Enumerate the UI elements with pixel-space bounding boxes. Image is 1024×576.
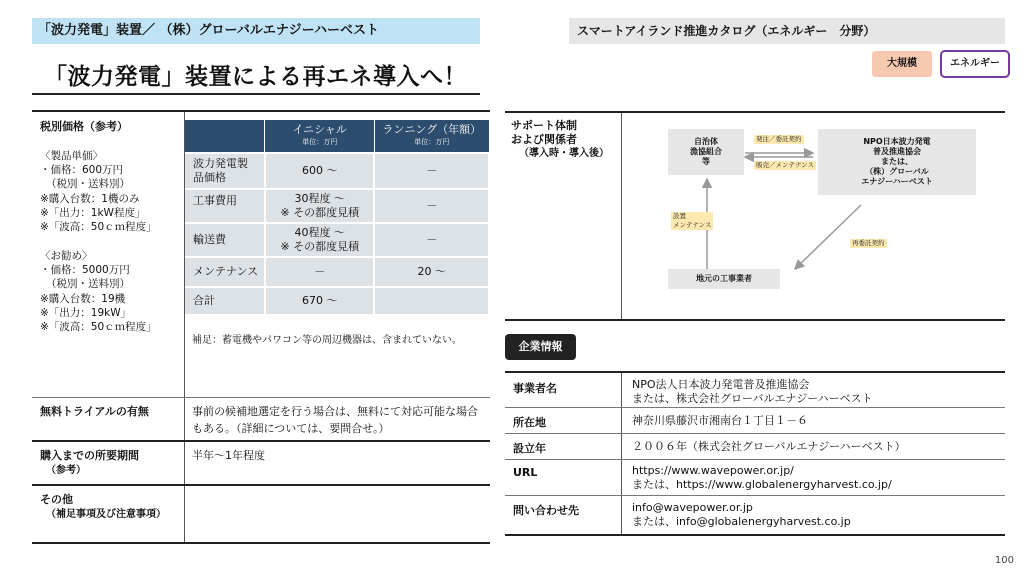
- running-cell: －: [374, 153, 489, 189]
- url-link[interactable]: https://www.wavepower.or.jp/: [632, 464, 794, 477]
- row-label: 工事費用: [185, 189, 265, 223]
- spec-line: ・価格：600万円: [40, 164, 124, 177]
- spec-line: （税別・送料別）: [46, 278, 130, 291]
- email-link[interactable]: または、info@globalenergyharvest.co.jp: [632, 515, 851, 528]
- row-divider: [505, 495, 1005, 496]
- product-info-panel: [32, 110, 490, 544]
- box-municipality: 自治体 漁協組合 等: [668, 129, 744, 175]
- spec-line: ・価格：5000万円: [40, 264, 130, 277]
- col-initial-unit: 単位：万円: [302, 138, 338, 146]
- value-line: NPO法人日本波力発電普及推進協会: [632, 378, 810, 391]
- value-line: 神奈川県藤沢市湘南台１丁目１－６: [632, 414, 808, 427]
- row-label: 輸送費: [185, 223, 265, 257]
- spec-line: ※「出力：1kW程度」: [40, 206, 146, 219]
- email-link[interactable]: info@wavepower.or.jp: [632, 501, 753, 514]
- row-label: 波力発電製品価格: [185, 153, 265, 189]
- company-row-value: [632, 440, 906, 454]
- running-cell: 20 ～: [374, 257, 489, 287]
- table-row: [185, 257, 489, 287]
- page-title: 「波力発電」装置による再エネ導入へ！: [44, 64, 467, 90]
- other-label-text: その他: [40, 493, 73, 506]
- col-running-unit: 単位：万円: [414, 138, 450, 146]
- table-note: 補足：蓄電機やパワコン等の周辺機器は、含まれていない。: [192, 335, 462, 346]
- initial-cell: 670 ～: [265, 287, 375, 314]
- box-contractor: 地元の工事業者: [668, 269, 780, 289]
- title-underline: [32, 93, 480, 95]
- table-row: [185, 189, 489, 223]
- table-row: [185, 287, 489, 314]
- col-running: [374, 120, 489, 153]
- period-label: [40, 448, 139, 478]
- support-panel: [505, 111, 1005, 321]
- value-line: または、株式会社グローバルエナジーハーベスト: [632, 392, 873, 405]
- support-sub-label: （導入時・導入後）: [519, 148, 609, 159]
- table-corner: [185, 120, 265, 153]
- spec-line: 〈お勧め〉: [40, 250, 93, 262]
- header-tag: 「波力発電」装置／ （株）グローバルエナジーハーベスト: [32, 18, 480, 44]
- initial-value: 30程度 ～: [294, 192, 345, 205]
- col-initial-label: イニシャル: [292, 123, 347, 136]
- recommended-spec: [40, 249, 157, 334]
- company-row-label: 問い合わせ先: [513, 504, 579, 517]
- row-divider: [32, 397, 490, 398]
- company-row-label: URL: [513, 466, 538, 479]
- other-label: [40, 492, 166, 522]
- table-row: [185, 153, 489, 189]
- other-sub-label: （補足事項及び注意事項）: [46, 509, 166, 520]
- row-divider: [32, 440, 490, 442]
- badge-energy: エネルギー: [940, 50, 1010, 78]
- spec-line: ※「波高：50ｃｍ程度」: [40, 221, 157, 234]
- initial-cell: [265, 189, 375, 223]
- company-row-label: 設立年: [513, 442, 546, 455]
- company-row-value: [632, 378, 873, 406]
- spec-line: ※「波高：50ｃｍ程度」: [40, 321, 157, 334]
- unit-price-spec: [40, 149, 157, 234]
- initial-note: ※ その都度見積: [280, 240, 360, 253]
- row-label: メンテナンス: [185, 257, 265, 287]
- edge-label-order: 発注／委託契約: [756, 135, 802, 143]
- edge-label-install: 設置 メンテナンス: [673, 212, 712, 229]
- spec-line: 〈製品単価〉: [40, 150, 103, 162]
- period-label-text: 購入までの所要期間: [40, 449, 139, 462]
- company-row-label: 所在地: [513, 416, 546, 429]
- initial-note: ※ その都度見積: [280, 206, 360, 219]
- col-initial: [265, 120, 375, 153]
- col-running-label: ランニング（年額）: [382, 123, 482, 136]
- period-text: 半年～1年程度: [192, 449, 265, 462]
- company-row-value: [632, 464, 892, 492]
- catalog-title: スマートアイランド推進カタログ（エネルギー 分野）: [569, 18, 1005, 44]
- company-row-value: [632, 414, 808, 428]
- running-cell: [374, 287, 489, 314]
- price-table: [185, 120, 490, 314]
- page-number: 100: [994, 555, 1014, 566]
- spec-line: ※購入台数：19機: [40, 292, 126, 305]
- period-sub-label: （参考）: [46, 465, 86, 476]
- company-info-panel: [505, 371, 1005, 536]
- edge-label-sales: 販売／メンテナンス: [756, 161, 814, 169]
- value-line: ２００６年（株式会社グローバルエナジーハーベスト）: [632, 440, 906, 453]
- spec-line: （税別・送料別）: [46, 178, 130, 191]
- spec-line: ※購入台数：1機のみ: [40, 192, 140, 205]
- trial-text: 事前の候補地選定を行う場合は、無料にて対応可能な場合もある。（詳細については、要問合せ。）: [192, 405, 478, 435]
- price-table-header: [185, 120, 489, 153]
- company-row-label: 事業者名: [513, 382, 557, 395]
- row-divider: [505, 459, 1005, 460]
- row-label: 合計: [185, 287, 265, 314]
- trial-label: 無料トライアルの有無: [40, 405, 149, 418]
- arrow-subcontract: [795, 205, 861, 269]
- initial-cell: －: [265, 257, 375, 287]
- row-divider: [505, 433, 1005, 434]
- initial-cell: [265, 223, 375, 257]
- edge-label-subcontract: 再委託契約: [852, 239, 885, 247]
- badge-large-scale: 大規模: [872, 51, 932, 77]
- url-link[interactable]: または、https://www.globalenergyharvest.co.jp/: [632, 478, 892, 491]
- support-label-line2: および関係者: [511, 133, 577, 146]
- pricing-label: 税別価格（参考）: [40, 120, 128, 133]
- company-row-value: [632, 501, 851, 529]
- spec-line: ※「出力：19kW」: [40, 306, 132, 319]
- row-divider: [505, 407, 1005, 408]
- box-npo-company: NPO日本波力発電 普及推進協会 または、 （株）グローバル エナジーハーベスト: [818, 129, 976, 195]
- running-cell: －: [374, 223, 489, 257]
- table-row: [185, 223, 489, 257]
- support-label-line1: サポート体制: [511, 119, 577, 132]
- row-divider: [32, 484, 490, 486]
- company-info-button[interactable]: 企業情報: [505, 334, 576, 360]
- initial-cell: 600 ～: [265, 153, 375, 189]
- column-divider: [621, 373, 622, 534]
- running-cell: －: [374, 189, 489, 223]
- initial-value: 40程度 ～: [294, 226, 345, 239]
